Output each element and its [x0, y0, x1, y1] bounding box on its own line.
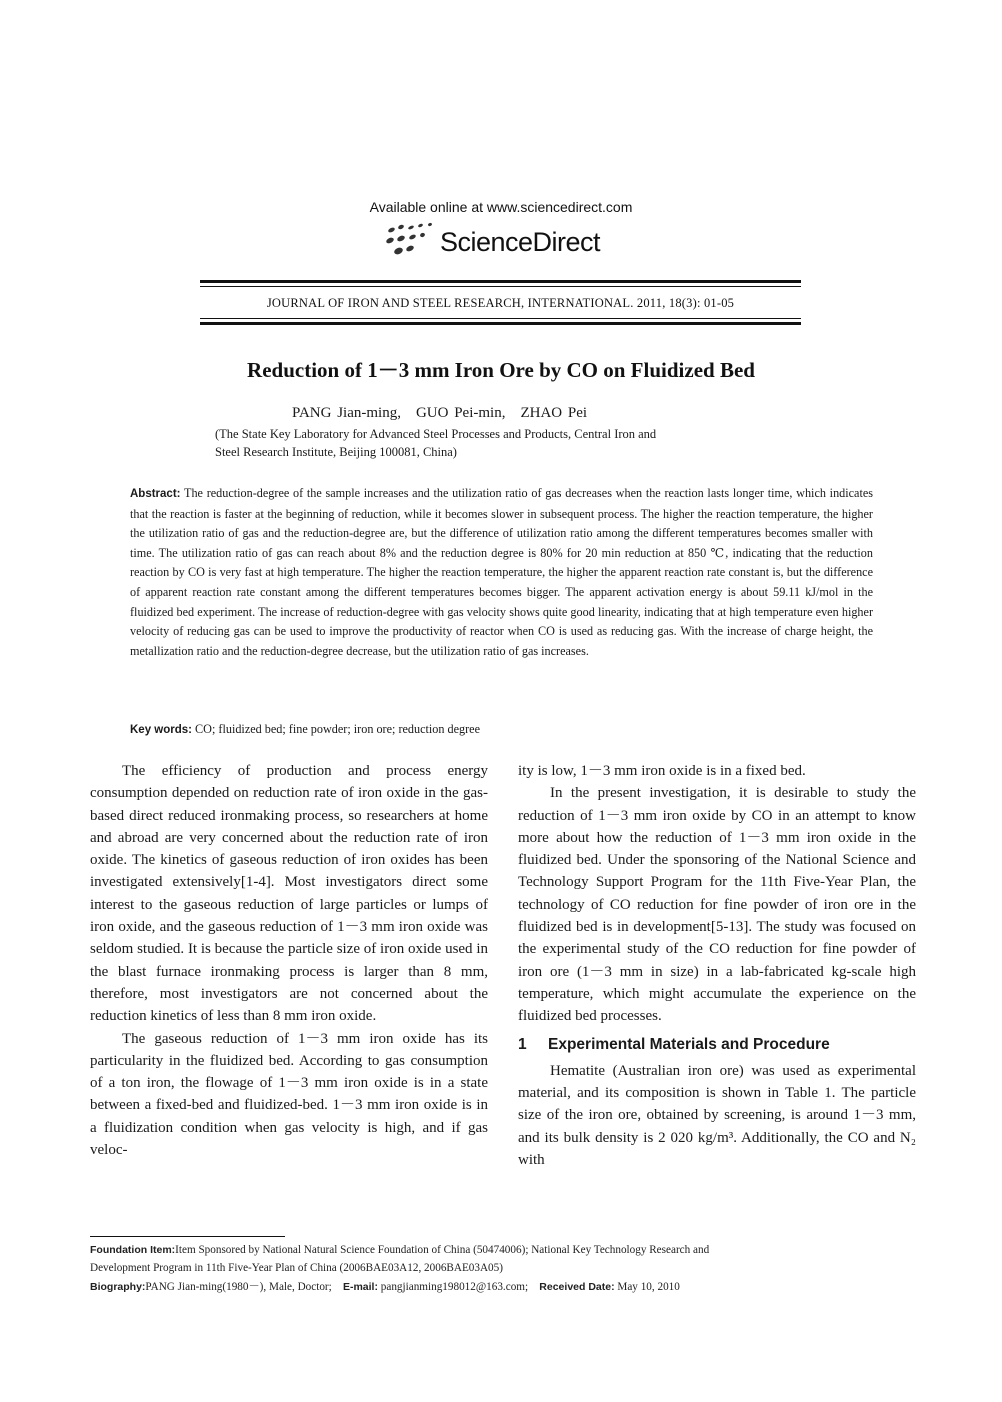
paragraph: The efficiency of production and process energy consumption depended on reduction rate of iron oxide in the gas-based direct reduced ironmaking process, so researchers at home and abroad are very concerned about the reduction rate of iron oxide. The kinetics of gaseous reduction of iron oxides has been investigated extensively[1-4]. Most investigators direct some interest to the gaseous reduction of large particles or lumps of iron oxide, and the gaseous reduction of 1－3 mm iron oxide was seldom studied. It is because the particle size of iron oxide used in the blast furnace ironmaking process is larger than 8 mm, therefore, most investigators are not concerned about the reduction kinetics of less than 8 mm iron oxide.	[90, 763, 488, 1025]
body-left-column	[90, 760, 488, 1161]
body-right-column	[518, 760, 916, 1171]
foundation-text-2: Development Program in 11th Five-Year Plan of China (2006BAE03A12, 2006BAE03A05)	[90, 1262, 503, 1274]
received-label: Received Date:	[539, 1281, 615, 1293]
biography-text: PANG Jian-ming(1980－), Male, Doctor;	[145, 1281, 332, 1293]
keywords-text: CO; fluidized bed; fine powder; iron ore; reduction degree	[195, 722, 481, 736]
keywords	[130, 722, 480, 737]
biography-note	[90, 1279, 890, 1295]
brand-name: ScienceDirect	[440, 226, 601, 257]
author-list: PANG Jian-ming, GUO Pei-min, ZHAO Pei	[292, 405, 588, 421]
paragraph: Hematite (Australian iron ore) was used as experimental material, and its composition is shown in Table 1. The particle size of the iron ore, obtained by screening, is around 1－3 mm, and its bulk density is 2 020 kg/m³. Additionally, the CO and N₂ with	[518, 1062, 916, 1169]
foundation-note-cont	[90, 1260, 890, 1276]
keywords-label: Key words:	[130, 724, 192, 736]
paragraph: ity is low, 1－3 mm iron oxide is in a fixed bed.	[518, 763, 806, 779]
header-rule-bottom-thin	[200, 318, 801, 319]
section-title: Experimental Materials and Procedure	[548, 1035, 830, 1053]
section-number: 1	[518, 1035, 527, 1053]
email-label: E-mail:	[342, 1281, 378, 1293]
paragraph: In the present investigation, it is desirable to study the reduction of 1－3 mm iron oxide by CO in an attempt to know more about how the reduction of 1－3 mm iron oxide in the fluidized bed. Under the sponsoring of the National Science and Technology Support Program for the 11th Five-Year Plan, the technology of CO reduction for fine powder of iron ore in the fluidized bed is in development[5-13]. The study was focused on the experimental study of the CO reduction for fine powder of iron ore (1－3 mm in size) in a lab-fabricated kg-scale high temperature, which might accumulate the experience on the fluidized bed processes.	[518, 785, 916, 1025]
biography-label: Biography:	[90, 1281, 146, 1293]
header-rule-top-thin	[200, 286, 801, 287]
paragraph: The gaseous reduction of 1－3 mm iron oxide has its particularity in the fluidized bed. According to gas consumption of a ton iron, the flowage of 1－3 mm iron oxide is in a state between a fixed-bed and fluidized-bed. 1－3 mm iron oxide is in a fluidization condition when gas velocity is high, and if gas veloc-	[90, 1030, 488, 1159]
header-rule-bottom	[200, 322, 801, 325]
email-address: pangjianming198012@163.com;	[380, 1281, 529, 1293]
logo-dots-icon	[382, 222, 438, 262]
section-heading	[518, 1034, 916, 1056]
abstract-text: The reduction-degree of the sample increases and the utilization ratio of gas decreases when the reaction lasts longer time, which indicates that the reaction is faster at the beginning of reduction, while it becomes slower in subsequent process. The higher the reaction temperature, the higher the utilization ratio of gas and the reduction-degree are, but the difference of utilization ratio among the different temperatures becomes smaller with time. The utilization ratio of gas can reach about 8% and the reduction degree is 80% for 20 min reduction at 850 ℃, indicating that the reduction reaction by CO is very fast at high temperature. The higher the reaction temperature, the higher the apparent reaction rate constant is, but the difference of apparent reaction rate constant among the different temperatures becomes bigger. The apparent activation energy is about 59.11 kJ/mol in the fluidized bed experiment. The increase of reduction-degree with gas velocity shows quite good linearity, indicating that at high temperature even higher velocity of reducing gas can be used to improve the productivity of reactor when CO is used as reducing gas. With the increase of charge height, the metallization ratio and the reduction-degree decrease, but the utilization ratio of gas increases.	[130, 486, 874, 658]
foundation-note	[90, 1242, 890, 1258]
abstract	[130, 484, 873, 661]
abstract-label: Abstract:	[130, 488, 181, 500]
footnote-rule	[90, 1236, 285, 1237]
paper-title: Reduction of 1－3 mm Iron Ore by CO on Fluidized Bed	[247, 358, 755, 382]
received-date: May 10, 2010	[617, 1281, 680, 1293]
foundation-text-1: Item Sponsored by National Natural Science Foundation of China (50474006); National Key Technology Research and	[175, 1244, 710, 1256]
affiliation-line-2: Steel Research Institute, Beijing 100081, China)	[215, 445, 457, 459]
header-rule-top	[200, 280, 801, 283]
journal-citation: JOURNAL OF IRON AND STEEL RESEARCH, INTERNATIONAL. 2011, 18(3): 01-05	[266, 296, 735, 310]
sciencedirect-logo	[382, 222, 600, 262]
foundation-label: Foundation Item:	[90, 1244, 176, 1256]
availability-notice: Available online at www.sciencedirect.com	[369, 199, 633, 215]
affiliation-line-1: (The State Key Laboratory for Advanced Steel Processes and Products, Central Iron and	[215, 427, 657, 441]
